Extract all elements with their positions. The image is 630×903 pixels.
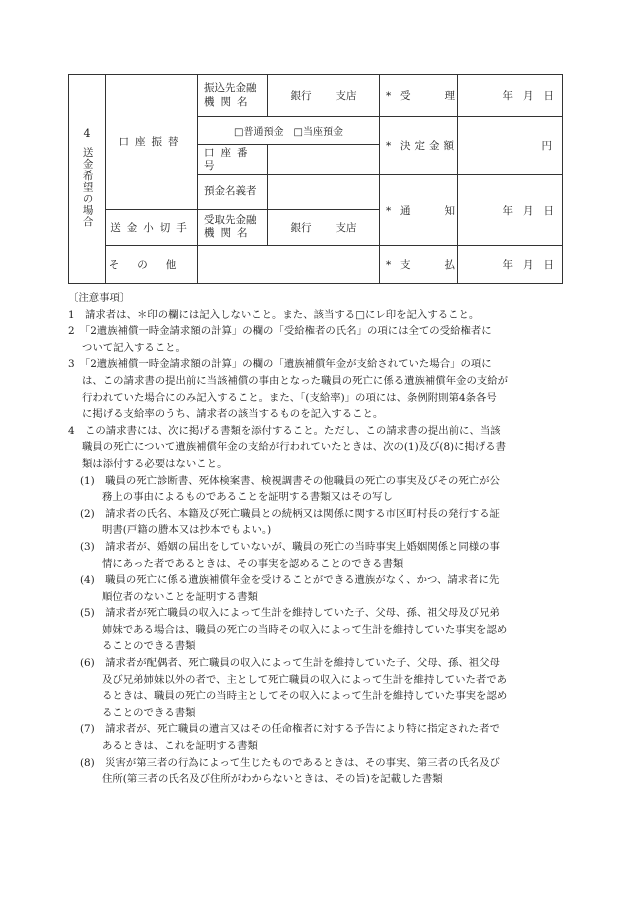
note-2: 2 「2遺族補償一時金請求額の計算」の欄の「受給権者の氏名」の項には全ての受給権者に [68,325,492,338]
sub-item-7: (7) 請求者が、死亡職員の遺言又はその任命権者に対する予告により特に指定された者で [80,723,500,736]
section-title: 送金希望の場合 [81,146,94,228]
month-unit: 月 [523,204,534,217]
bank-suffix: 銀行 [290,90,312,103]
bank-name-label-line2: 機関名 [204,95,254,108]
sub-item-4: (4) 職員の死亡に係る遺族補償年金を受けることができる遺族がなく、かつ、請求者に先 [80,574,500,587]
payment-label [380,245,489,283]
note-3: 3 「2遺族補償一時金請求額の計算」の欄の「遺族補償年金が支給されていた場合」の項に [68,358,492,371]
branch-suffix: 支店 [335,221,357,234]
bank-suffix: 銀行 [290,221,312,234]
note-3-cont-1: は、この請求書の提出前に当該補償の事由となった職員の死亡に係る遺族補償年金の支給が [82,374,509,387]
day-unit: 日 [543,204,554,217]
receipt-text: 受理 [400,90,489,103]
yen-unit: 円 [541,140,552,153]
note-4: 4 この請求書には、次に掲げる書類を添付すること。ただし、この請求書の提出前に、当該 [68,424,501,437]
day-unit: 日 [543,90,554,103]
current-deposit-checkbox[interactable]: □当座預金 [293,127,343,139]
year-unit: 年 [502,204,513,217]
account-holder-field[interactable] [268,175,380,209]
sub-item-7-cont: あるときは、これを証明する書類 [102,740,258,753]
account-number-field[interactable] [268,145,380,175]
sub-item-6: (6) 請求者が配偶者、死亡職員の収入によって生計を維持していた子、父母、孫、祖父母 [80,657,500,670]
star-mark: * [386,258,392,271]
receipt-label [380,75,489,117]
decided-amount-text: 決定金額 [400,140,458,153]
bank-name-field[interactable] [268,75,380,117]
sub-item-6-cont-3: ることのできる書類 [102,706,196,719]
sub-item-2-cont: 明書(戸籍の謄本又は抄本でもよい。) [102,524,272,537]
sub-item-6-cont-1: 及び兄弟姉妹以外の者で、主として死亡職員の収入によって生計を維持していた者であ [102,673,508,686]
account-holder-label: 預金名義者 [198,175,268,209]
money-order-label: 送金小切手 [106,209,198,245]
sub-item-6-cont-2: るときは、職員の死亡の当時主としてその収入によって生計を維持していた事実を認め [102,690,508,703]
bank-name-label-line1: 振込先金融 [204,82,257,95]
year-unit: 年 [502,90,513,103]
remittance-form-table [68,74,563,284]
day-unit: 日 [543,258,554,271]
sub-item-1-cont: 務上の事由によるものであることを証明する書類又はその写し [102,491,393,504]
sub-item-5-cont-2: ることのできる書類 [102,640,196,653]
month-unit: 月 [523,258,534,271]
other-label: その他 [106,245,198,283]
note-1: 1 請求者は、＊印の欄には記入しないこと。また、該当する□にレ印を記入すること。 [68,308,480,321]
star-mark: * [386,140,392,153]
notice-label [380,175,489,245]
section-4-cell [69,75,106,284]
star-mark: * [386,204,392,217]
sub-item-5-cont-1: 姉妹である場合は、職員の死亡の当時その収入によって生計を維持していた事実を認め [102,623,508,636]
sub-item-2: (2) 請求者の氏名、本籍及び死亡職員との続柄又は関係に関する市区町村長の発行する証 [80,507,500,520]
bank-name-label [198,75,268,117]
receiving-bank-label [198,209,268,245]
sub-item-8-cont: 住所(第三者の氏名及び住所がわからないときは、その旨)を記載した書類 [102,773,443,786]
decided-amount-field[interactable] [458,117,563,175]
notice-text: 通知 [400,204,489,217]
receiving-bank-label-line2: 機関名 [204,227,254,240]
sub-item-8: (8) 災害が第三者の行為によって生じたものであるときは、その事実、第三者の氏名及び [80,756,500,769]
sub-item-4-cont: 順位者のないことを証明する書類 [102,590,258,603]
payment-text: 支払 [400,258,489,271]
notes-section [68,290,568,788]
year-unit: 年 [502,258,513,271]
note-4-cont-1: 職員の死亡について遺族補償年金の支給が行われていたときは、次の(1)及び(8)に掲げる書 [82,441,507,454]
account-transfer-label: 口座振替 [106,75,198,210]
sub-item-3-cont: 情にあった者であるときは、その事実を認めることのできる書類 [102,557,404,570]
receiving-bank-label-line1: 受取先金融 [204,214,257,227]
note-4-cont-2: 類は添付する必要はないこと。 [82,457,228,470]
section-number: 4 [83,126,91,140]
branch-suffix: 支店 [335,90,357,103]
decided-amount-label [380,117,458,175]
star-mark: * [386,90,392,103]
sub-item-3: (3) 請求者が、婚姻の届出をしていないが、職員の死亡の当時事実上婚姻関係と同様の事 [80,540,500,553]
note-2-cont: ついて記入すること。 [82,341,186,354]
notes-heading: 〔注意事項〕 [68,292,131,304]
ordinary-deposit-checkbox[interactable]: □普通預金 [234,127,284,139]
note-3-cont-3: に掲げる支給率のうち、請求者の該当するものを記入すること。 [82,408,384,421]
account-type-options[interactable] [198,117,380,145]
account-number-label: 口座番号 [198,145,268,175]
month-unit: 月 [523,90,534,103]
other-field[interactable] [198,245,380,283]
sub-item-1: (1) 職員の死亡診断書、死体検案書、検視調書その他職員の死亡の事実及びその死亡が公 [80,474,500,487]
receiving-bank-field[interactable] [268,209,380,245]
note-3-cont-2: 行われていた場合にのみ記入すること。また、「(支給率)」の項には、条例附則第4条各号 [82,391,497,404]
sub-item-5: (5) 請求者が死亡職員の収入によって生計を維持していた子、父母、孫、祖父母及び兄弟 [80,607,500,620]
